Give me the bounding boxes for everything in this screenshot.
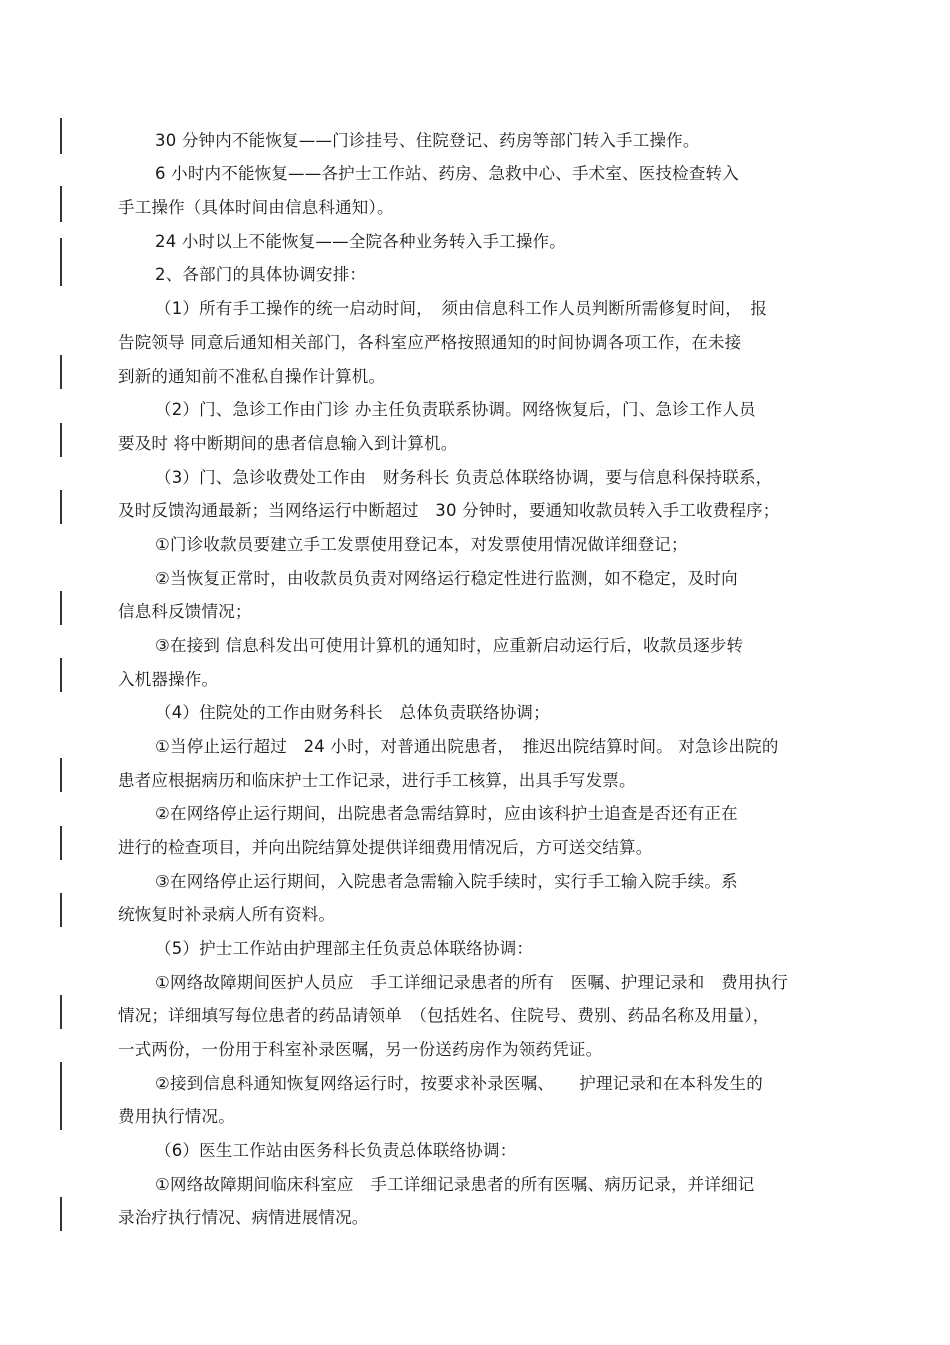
margin-bar <box>60 1096 62 1130</box>
margin-bar <box>60 995 62 1029</box>
text-line: 信息科反馈情况； <box>118 602 252 621</box>
text-line: （2）门、急诊工作由门诊 办主任负责联系协调。网络恢复后，门、急诊工作人员 <box>155 400 756 419</box>
text-line: ②在网络停止运行期间，出院患者急需结算时，应由该科护士追查是否还有正在 <box>155 804 738 823</box>
text-line: 30 分钟内不能恢复——门诊挂号、住院登记、药房等部门转入手工操作。 <box>155 131 700 150</box>
text-line: ①当停止运行超过 24 小时，对普通出院患者， 推迟出院结算时间。 对急诊出院的 <box>155 737 779 756</box>
text-line: 入机器操作。 <box>118 670 219 689</box>
text-line: ①网络故障期间医护人员应 手工详细记录患者的所有 医嘱、护理记录和 费用执行 <box>155 973 788 992</box>
text-line: 手工操作（具体时间由信息科通知）。 <box>118 198 394 217</box>
margin-bar <box>60 186 62 222</box>
text-line: 统恢复时补录病人所有资料。 <box>118 905 336 924</box>
text-line: ①门诊收款员要建立手工发票使用登记本，对发票使用情况做详细登记； <box>155 535 688 554</box>
text-line: （6）医生工作站由医务科长负责总体联络协调： <box>155 1141 517 1160</box>
text-line: ②当恢复正常时，由收款员负责对网络运行稳定性进行监测，如不稳定，及时向 <box>155 569 738 588</box>
text-line: 要及时 将中断期间的患者信息输入到计算机。 <box>118 434 458 453</box>
text-line: 告院领导 同意后通知相关部门，各科室应严格按照通知的时间协调各项工作，在未接 <box>118 333 742 352</box>
margin-bar <box>60 826 62 860</box>
text-line: （3）门、急诊收费处工作由 财务科长 负责总体联络协调，要与信息科保持联系， <box>155 468 773 487</box>
margin-bar <box>60 118 62 154</box>
text-line: 6 小时内不能恢复——各护士工作站、药房、急救中心、手术室、医技检查转入 <box>155 164 739 183</box>
text-line: （4）住院处的工作由财务科长 总体负责联络协调； <box>155 703 550 722</box>
text-line: （5）护士工作站由护理部主任负责总体联络协调： <box>155 939 534 958</box>
text-line: ②接到信息科通知恢复网络运行时，按要求补录医嘱、 护理记录和在本科发生的 <box>155 1074 763 1093</box>
text-line: 到新的通知前不准私自操作计算机。 <box>118 367 386 386</box>
text-line: （1）所有手工操作的统一启动时间， 须由信息科工作人员判断所需修复时间， 报 <box>155 299 768 318</box>
margin-bar <box>60 591 62 625</box>
margin-bar <box>60 1197 62 1231</box>
text-line: 录治疗执行情况、病情进展情况。 <box>118 1208 369 1227</box>
text-line: ③在接到 信息科发出可使用计算机的通知时，应重新启动运行后，收款员逐步转 <box>155 636 744 655</box>
text-line: 及时反馈沟通最新；当网络运行中断超过 30 分钟时，要通知收款员转入手工收费程序； <box>118 501 780 520</box>
text-line: 24 小时以上不能恢复——全院各种业务转入手工操作。 <box>155 232 566 251</box>
text-line: 2、各部门的具体协调安排： <box>155 265 367 284</box>
text-line: 情况；详细填写每位患者的药品请领单 （包括姓名、住院号、费别、药品名称及用量）， <box>118 1006 770 1025</box>
margin-bar <box>60 355 62 389</box>
text-line: 进行的检查项目，并向出院结算处提供详细费用情况后，方可送交结算。 <box>118 838 653 857</box>
margin-bar <box>60 423 62 457</box>
text-line: 患者应根据病历和临床护士工作记录，进行手工核算，出具手写发票。 <box>118 771 636 790</box>
margin-bar <box>60 893 62 927</box>
text-line: 一式两份，一份用于科室补录医嘱，另一份送药房作为领药凭证。 <box>118 1040 603 1059</box>
text-line: ③在网络停止运行期间，入院患者急需输入院手续时，实行手工输入院手续。系 <box>155 872 738 891</box>
text-line: ①网络故障期间临床科室应 手工详细记录患者的所有医嘱、病历记录，并详细记 <box>155 1175 755 1194</box>
margin-bar <box>60 758 62 792</box>
margin-bar <box>60 238 62 286</box>
margin-bar <box>60 490 62 524</box>
text-line: 费用执行情况。 <box>118 1107 235 1126</box>
margin-bar <box>60 658 62 692</box>
margin-bar <box>60 1062 62 1096</box>
